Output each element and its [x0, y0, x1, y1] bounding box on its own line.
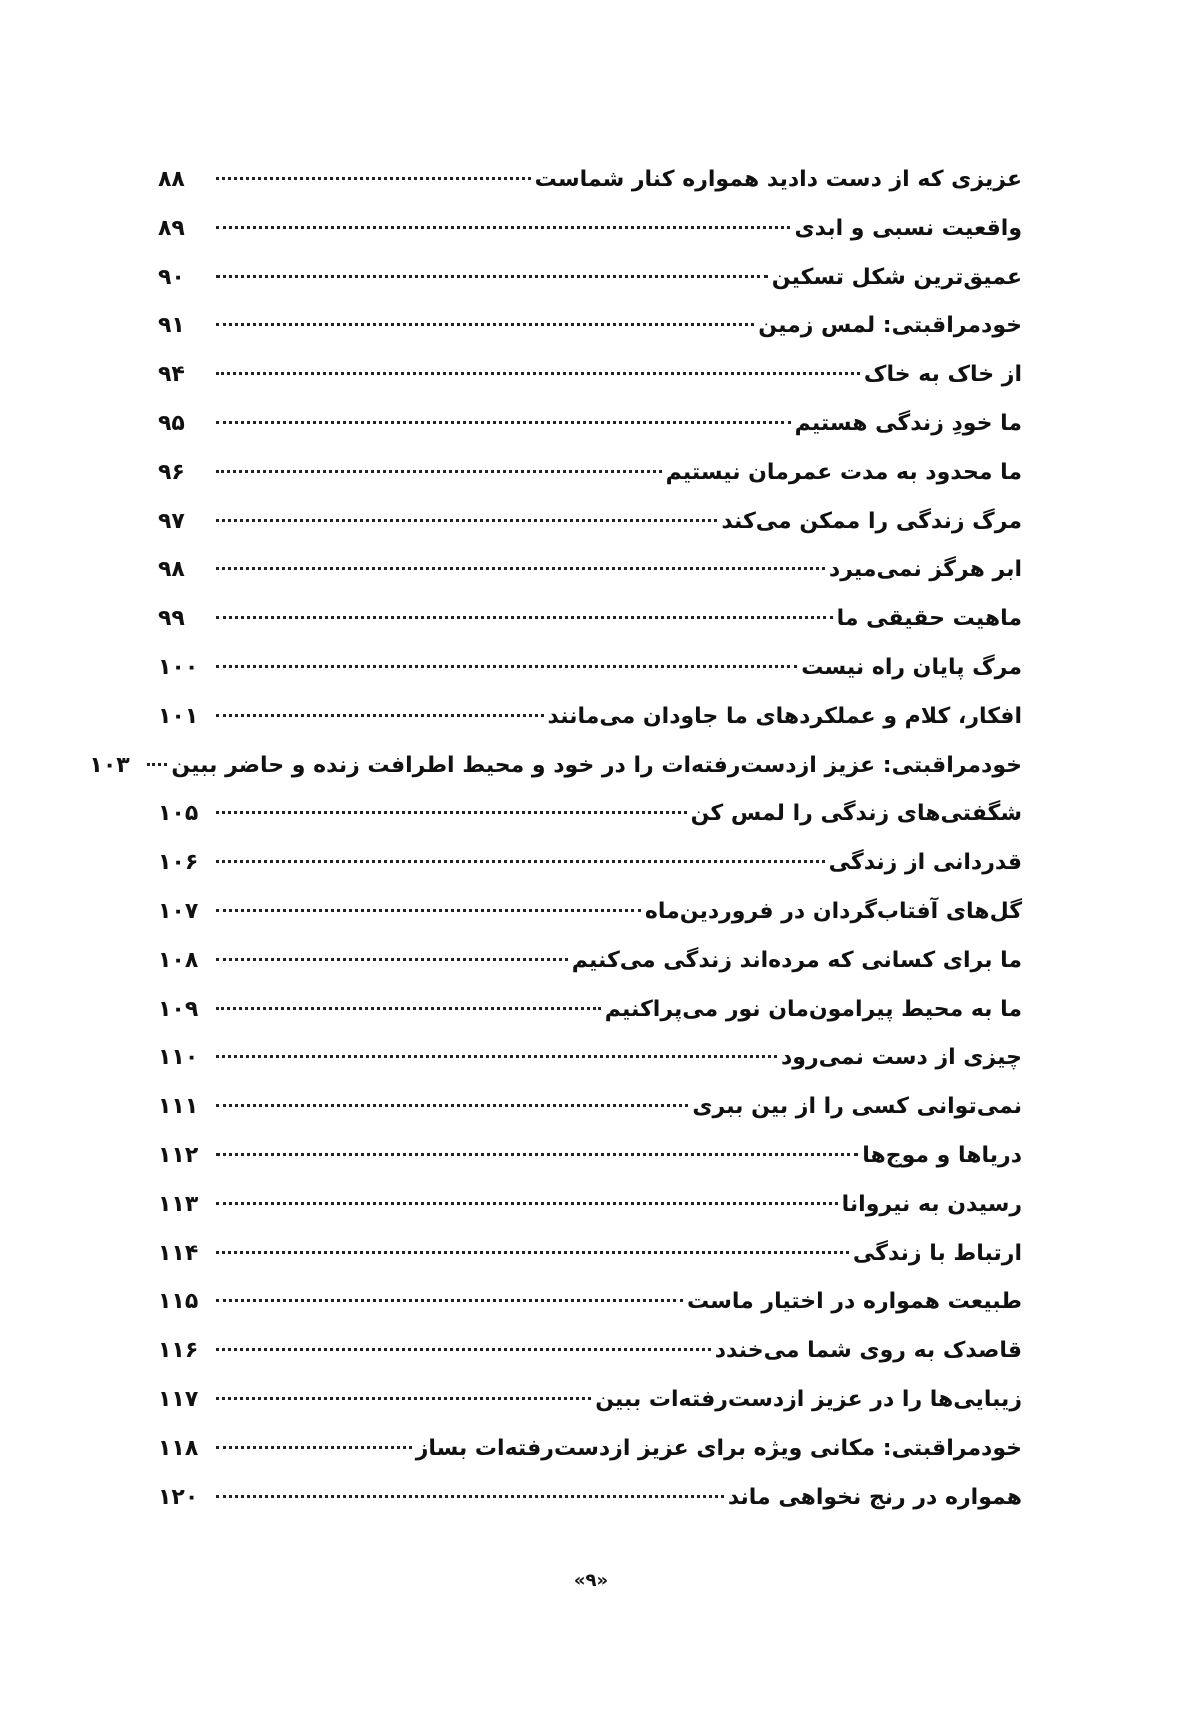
toc-entry-page: ۱۱۸: [158, 1435, 199, 1461]
toc-entry[interactable]: [158, 1230, 1022, 1279]
toc-entry-page: ۹۹: [158, 606, 185, 632]
toc-entry-page: ۹۴: [158, 362, 185, 388]
toc-entry-page: ۱۱۷: [158, 1386, 199, 1412]
dot-leader: [216, 323, 754, 326]
toc-entry-title: دریاها و موج‌ها: [862, 1142, 1022, 1168]
dot-leader: [216, 616, 833, 619]
toc-entry-page: ۱۱۳: [158, 1191, 199, 1217]
table-of-contents: [89, 156, 1022, 1522]
dot-leader: [216, 860, 825, 863]
toc-entry-page: ۱۰۰: [158, 654, 199, 680]
toc-entry[interactable]: [158, 986, 1022, 1035]
toc-entry-page: ۱۰۵: [158, 801, 199, 827]
dot-leader: [216, 1348, 711, 1351]
toc-entry[interactable]: [158, 1474, 1022, 1523]
dot-leader: [216, 1104, 688, 1107]
toc-entry-title: گل‌های آفتاب‌گردان در فروردین‌ماه: [644, 898, 1022, 924]
dot-leader: [216, 226, 790, 229]
dot-leader: [216, 909, 641, 912]
dot-leader: [216, 665, 797, 668]
dot-leader: [216, 1446, 412, 1449]
toc-entry-page: ۱۱۶: [158, 1338, 199, 1364]
toc-entry-page: ۱۲۰: [158, 1484, 199, 1510]
toc-entry-page: ۹۸: [158, 557, 185, 583]
toc-entry[interactable]: [158, 1376, 1022, 1425]
toc-entry-page: ۸۹: [158, 215, 185, 241]
toc-entry-title: ابر هرگز نمی‌میرد: [828, 557, 1022, 583]
toc-entry-title: خودمراقبتی: عزیز ازدست‌رفته‌ات را در خود و محیط اطرافت زنده و حاضر ببین: [171, 752, 1022, 778]
toc-entry-title: خودمراقبتی: لمس زمین: [758, 313, 1022, 339]
toc-entry-title: چیزی از دست نمی‌رود: [781, 1045, 1022, 1071]
toc-entry-title: رسیدن به نیروانا: [841, 1191, 1022, 1217]
toc-entry[interactable]: [158, 595, 1022, 644]
toc-entry[interactable]: [158, 1083, 1022, 1132]
toc-entry[interactable]: [158, 205, 1022, 254]
toc-entry-title: عمیق‌ترین شکل تسکین: [771, 264, 1022, 290]
toc-entry-page: ۱۰۳: [89, 752, 130, 778]
toc-entry[interactable]: [158, 400, 1022, 449]
toc-entry-page: ۱۰۱: [158, 703, 199, 729]
dot-leader: [216, 1153, 858, 1156]
toc-entry-title: قدردانی از زندگی: [828, 850, 1022, 876]
dot-leader: [216, 1397, 591, 1400]
toc-entry-title: مرگ پایان راه نیست: [801, 654, 1022, 680]
toc-entry-title: ما به محیط پیرامون‌مان نور می‌پراکنیم: [604, 996, 1022, 1022]
toc-entry-page: ۹۶: [158, 459, 185, 485]
toc-entry[interactable]: [158, 156, 1022, 205]
toc-entry[interactable]: [158, 693, 1022, 742]
toc-entry-title: مرگ زندگی را ممکن می‌کند: [721, 508, 1022, 534]
toc-entry[interactable]: [158, 254, 1022, 303]
dot-leader: [216, 372, 860, 375]
dot-leader: [216, 421, 791, 424]
toc-entry[interactable]: [158, 1327, 1022, 1376]
toc-entry[interactable]: [158, 302, 1022, 351]
dot-leader: [216, 811, 687, 814]
dot-leader: [216, 714, 544, 717]
toc-entry-title: افکار، کلام و عملکردهای ما جاودان می‌مانند: [547, 703, 1022, 729]
toc-entry-title: ماهیت حقیقی ما: [836, 606, 1022, 632]
toc-entry-page: ۱۱۰: [158, 1045, 199, 1071]
toc-entry-page: ۹۵: [158, 410, 185, 436]
toc-entry-title: همواره در رنج نخواهی ماند: [727, 1484, 1022, 1510]
toc-entry-page: ۱۰۷: [158, 898, 199, 924]
toc-entry-title: ما محدود به مدت عمرمان نیستیم: [665, 459, 1022, 485]
toc-entry-page: ۱۰۸: [158, 947, 199, 973]
dot-leader: [216, 1299, 683, 1302]
dot-leader: [216, 470, 662, 473]
toc-entry-title: عزیزی که از دست دادید همواره کنار شماست: [534, 167, 1022, 192]
toc-entry[interactable]: [158, 1181, 1022, 1230]
dot-leader: [216, 1202, 838, 1205]
toc-entry-title: طبیعت همواره در اختیار ماست: [686, 1289, 1022, 1315]
toc-entry-title: ما خودِ زندگی هستیم: [794, 410, 1022, 436]
toc-entry[interactable]: [158, 1425, 1022, 1474]
dot-leader: [147, 763, 167, 766]
toc-entry-page: ۱۱۵: [158, 1289, 199, 1315]
toc-entry[interactable]: [158, 937, 1022, 986]
toc-entry[interactable]: [158, 1034, 1022, 1083]
toc-entry-page: ۱۱۱: [158, 1094, 199, 1120]
toc-entry-page: ۱۱۲: [158, 1142, 199, 1168]
toc-entry[interactable]: [158, 1132, 1022, 1181]
dot-leader: [216, 275, 768, 278]
toc-entry-page: ۹۷: [158, 508, 185, 534]
toc-entry[interactable]: [158, 790, 1022, 839]
page-number: «۹»: [573, 1570, 609, 1591]
toc-entry-title: از خاک به خاک: [863, 362, 1022, 388]
toc-entry-page: ۱۱۴: [158, 1240, 199, 1266]
toc-entry-title: واقعیت نسبی و ابدی: [794, 215, 1022, 241]
dot-leader: [216, 519, 717, 522]
toc-entry-title: قاصدک به روی شما می‌خندد: [714, 1338, 1022, 1364]
dot-leader: [216, 177, 531, 180]
dot-leader: [216, 1251, 849, 1254]
toc-entry-page: ۹۰: [158, 264, 185, 290]
dot-leader: [216, 567, 825, 570]
toc-entry-page: ۱۰۹: [158, 996, 199, 1022]
toc-entry-page: ۹۱: [158, 313, 185, 339]
toc-entry-page: ۸۸: [158, 167, 185, 192]
toc-entry-title: ما برای کسانی که مرده‌اند زندگی می‌کنیم: [571, 947, 1022, 973]
toc-entry-page: ۱۰۶: [158, 850, 199, 876]
toc-entry-title: نمی‌توانی کسی را از بین ببری: [692, 1094, 1022, 1120]
toc-entry[interactable]: [89, 742, 1022, 791]
toc-entry-title: زیبایی‌ها را در عزیز ازدست‌رفته‌ات ببین: [595, 1386, 1022, 1412]
toc-entry-title: شگفتی‌های زندگی را لمس کن: [690, 801, 1022, 827]
toc-entry[interactable]: [158, 644, 1022, 693]
toc-entry[interactable]: [158, 498, 1022, 547]
toc-entry[interactable]: [158, 351, 1022, 400]
toc-entry[interactable]: [158, 1278, 1022, 1327]
toc-entry-title: خودمراقبتی: مکانی ویژه برای عزیز ازدست‌رفته‌ات بساز: [415, 1435, 1022, 1461]
toc-entry-title: ارتباط با زندگی: [852, 1240, 1022, 1266]
dot-leader: [216, 1007, 601, 1010]
dot-leader: [216, 1055, 777, 1058]
toc-entry[interactable]: [158, 546, 1022, 595]
toc-entry[interactable]: [158, 839, 1022, 888]
dot-leader: [216, 1495, 724, 1498]
toc-entry[interactable]: [158, 449, 1022, 498]
toc-entry[interactable]: [158, 888, 1022, 937]
dot-leader: [216, 958, 568, 961]
